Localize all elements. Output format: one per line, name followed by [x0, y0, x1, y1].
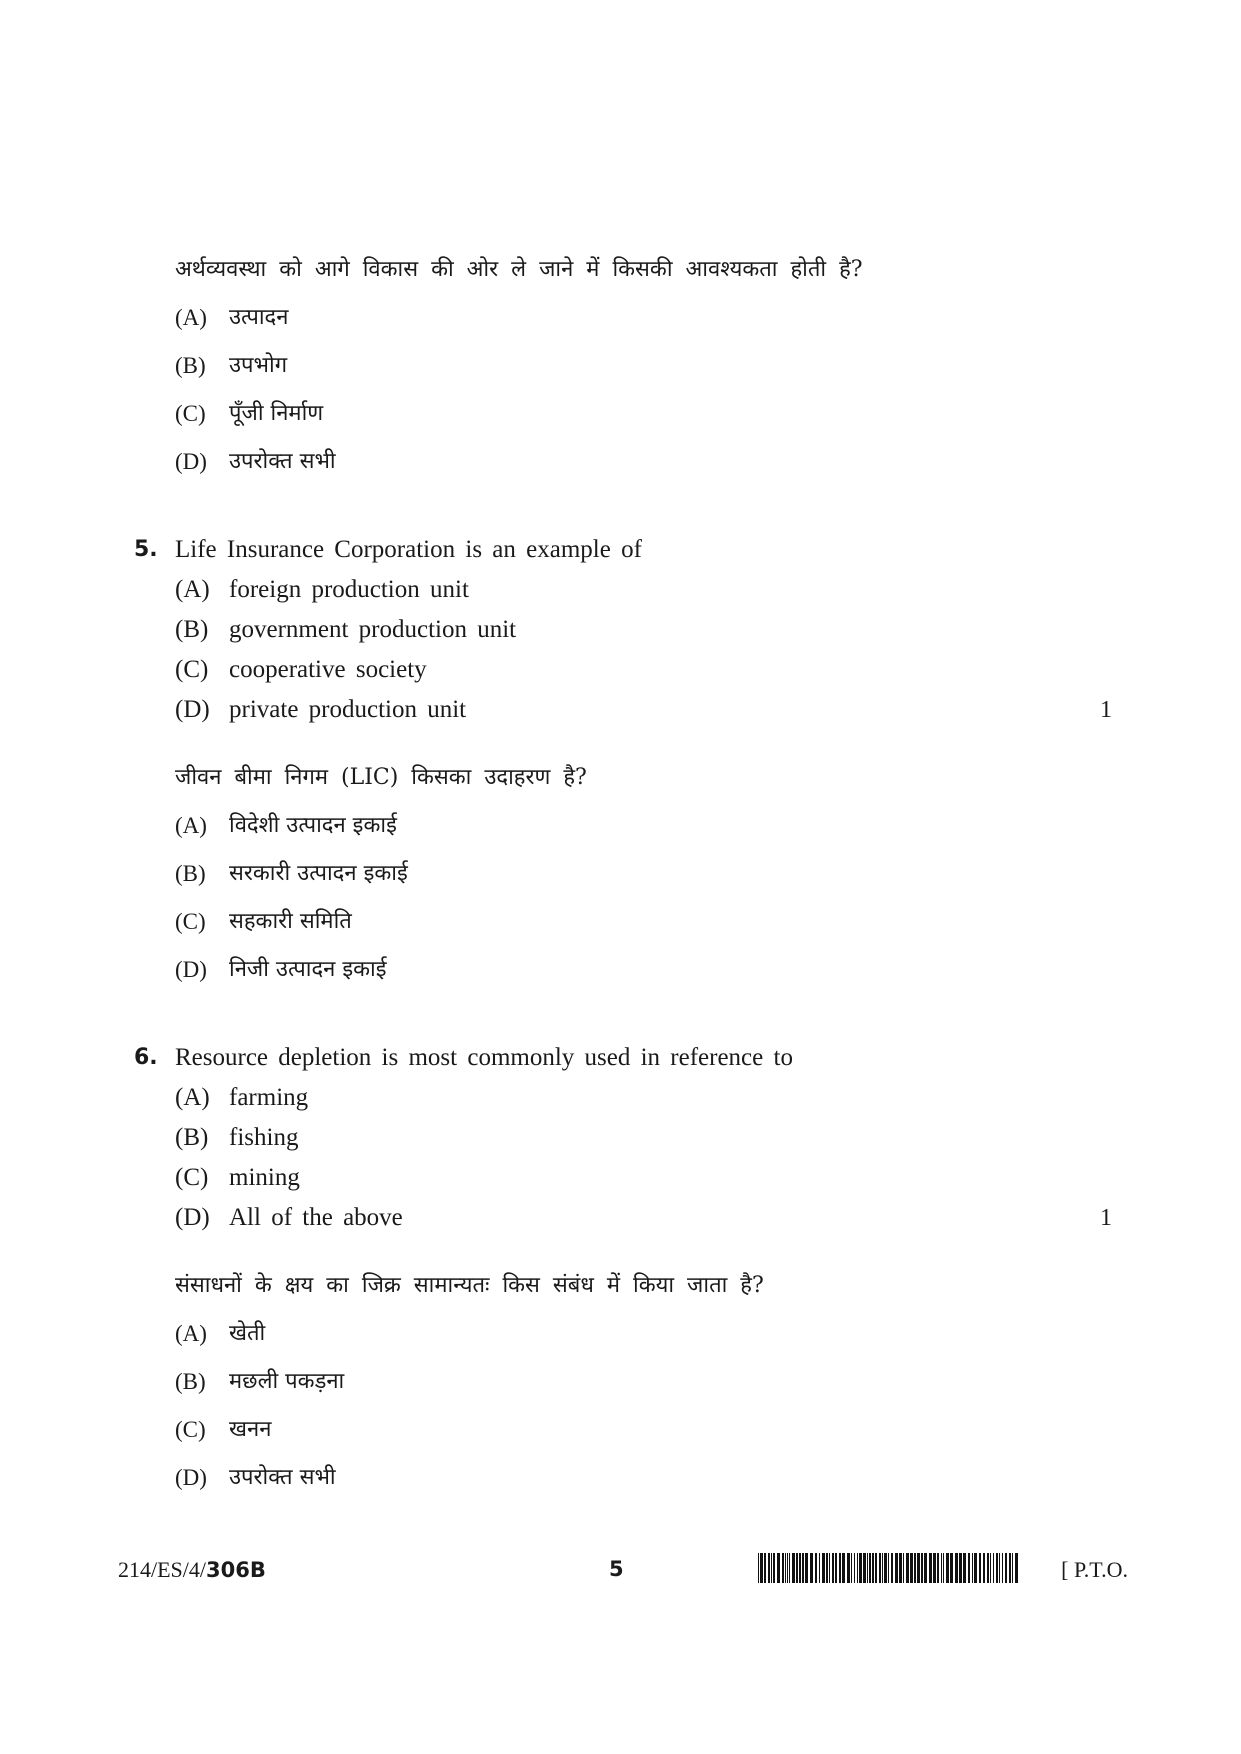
- barcode-bar: [959, 1553, 962, 1583]
- question-6-hindi: [175, 1271, 764, 1511]
- option-c: (C) सहकारी समिति: [175, 909, 352, 934]
- option-a: (A) विदेशी उत्पादन इकाई: [175, 813, 397, 838]
- barcode-bar: [810, 1553, 813, 1583]
- question-text: 5. Life Insurance Corporation is an example of: [134, 536, 642, 563]
- barcode-bar: [777, 1553, 780, 1583]
- barcode-bar: [771, 1553, 772, 1583]
- barcode-bar: [946, 1553, 949, 1583]
- barcode-bar: [950, 1553, 953, 1583]
- marks: 1: [1100, 1205, 1112, 1231]
- barcode-bar: [792, 1553, 795, 1583]
- barcode-bar: [872, 1553, 874, 1583]
- barcode-bar: [983, 1553, 985, 1583]
- option-c: (C) पूँजी निर्माण: [175, 401, 324, 426]
- barcode-bar: [899, 1553, 902, 1583]
- barcode-bar: [987, 1553, 989, 1583]
- option-d: (D) All of the above 1: [175, 1204, 1112, 1231]
- barcode-bar: [924, 1553, 927, 1583]
- barcode-bar: [758, 1553, 759, 1583]
- barcode-bar: [785, 1553, 786, 1583]
- question-number: 6.: [134, 1045, 158, 1070]
- option-c: (C) mining: [175, 1164, 300, 1191]
- question-text: जीवन बीमा निगम (LIC) किसका उदाहरण है?: [175, 765, 587, 790]
- option-a: (A) खेती: [175, 1321, 266, 1346]
- option-d: (D) उपरोक्त सभी: [175, 449, 336, 474]
- barcode-bar: [963, 1553, 966, 1583]
- question-6: [134, 1043, 1124, 1243]
- barcode-bar: [1002, 1553, 1003, 1583]
- barcode-bar: [929, 1553, 932, 1583]
- barcode-bar: [835, 1553, 837, 1583]
- option-c: (C) खनन: [175, 1417, 272, 1442]
- barcode-bar: [869, 1553, 871, 1583]
- option-b: (B) fishing: [175, 1124, 299, 1151]
- barcode-bar: [1005, 1553, 1007, 1583]
- question-5-hindi: [175, 763, 587, 1003]
- marks: 1: [1100, 697, 1112, 723]
- option-b: (B) सरकारी उत्पादन इकाई: [175, 861, 408, 886]
- barcode-bar: [879, 1553, 881, 1583]
- page-footer: [118, 1553, 1128, 1589]
- barcode-bar: [857, 1553, 858, 1583]
- barcode-bar: [906, 1553, 909, 1583]
- barcode-bar: [829, 1553, 830, 1583]
- option-c: (C) cooperative society: [175, 656, 427, 683]
- barcode-bar: [819, 1553, 820, 1583]
- barcode-bar: [974, 1553, 977, 1583]
- barcode-bar: [1015, 1553, 1018, 1583]
- barcode-bar: [921, 1553, 923, 1583]
- barcode-bar: [955, 1553, 958, 1583]
- barcode-bar: [884, 1553, 887, 1583]
- barcode-bar: [805, 1553, 808, 1583]
- paper-code: 214/ES/4/306B: [118, 1557, 266, 1582]
- barcode: [758, 1553, 1020, 1583]
- barcode-bar: [943, 1553, 944, 1583]
- option-d: (D) private production unit 1: [175, 696, 1112, 723]
- barcode-bar: [910, 1553, 913, 1583]
- barcode-bar: [882, 1553, 883, 1583]
- barcode-bar: [847, 1553, 850, 1583]
- barcode-bar: [993, 1553, 994, 1583]
- barcode-bar: [891, 1553, 893, 1583]
- option-d: (D) उपरोक्त सभी: [175, 1465, 336, 1490]
- question-text: 6. Resource depletion is most commonly used in reference to: [134, 1044, 793, 1071]
- barcode-bar: [968, 1553, 970, 1583]
- option-a: (A) foreign production unit: [175, 576, 469, 603]
- barcode-bar: [789, 1553, 790, 1583]
- question-5: [134, 535, 1124, 735]
- option-b: (B) मछली पकड़ना: [175, 1369, 345, 1394]
- barcode-bar: [903, 1553, 904, 1583]
- option-a: (A) farming: [175, 1084, 309, 1111]
- barcode-bar: [914, 1553, 916, 1583]
- barcode-bar: [867, 1553, 868, 1583]
- pto-label: [ P.T.O.: [1061, 1557, 1128, 1582]
- barcode-bar: [826, 1553, 828, 1583]
- barcode-bar: [782, 1553, 784, 1583]
- option-b: (B) government production unit: [175, 616, 517, 643]
- barcode-bar: [979, 1553, 981, 1583]
- barcode-bar: [802, 1553, 804, 1583]
- barcode-bar: [917, 1553, 920, 1583]
- barcode-bar: [854, 1553, 855, 1583]
- option-a: (A) उत्पादन: [175, 305, 289, 330]
- question-text: संसाधनों के क्षय का जिक्र सामान्यतः किस संबंध में किया जाता है?: [175, 1273, 764, 1298]
- barcode-bar: [773, 1553, 775, 1583]
- barcode-bar: [760, 1553, 763, 1583]
- barcode-bar: [839, 1553, 841, 1583]
- barcode-bar: [895, 1553, 898, 1583]
- barcode-bar: [990, 1553, 991, 1583]
- barcode-bar: [1012, 1553, 1013, 1583]
- question-text: अर्थव्यवस्था को आगे विकास की ओर ले जाने में किसकी आवश्यकता होती है?: [175, 257, 863, 282]
- barcode-bar: [996, 1553, 998, 1583]
- barcode-bar: [799, 1553, 801, 1583]
- option-d: (D) निजी उत्पादन इकाई: [175, 957, 387, 982]
- barcode-bar: [851, 1553, 852, 1583]
- barcode-bar: [999, 1553, 1000, 1583]
- barcode-bar: [842, 1553, 845, 1583]
- barcode-bar: [832, 1553, 834, 1583]
- barcode-bar: [933, 1553, 936, 1583]
- option-b: (B) उपभोग: [175, 353, 288, 378]
- barcode-bar: [875, 1553, 877, 1583]
- barcode-bar: [941, 1553, 942, 1583]
- barcode-bar: [888, 1553, 889, 1583]
- barcode-bar: [937, 1553, 939, 1583]
- barcode-bar: [972, 1553, 973, 1583]
- question-number: 5.: [134, 537, 158, 562]
- page-number: 5: [609, 1557, 624, 1581]
- barcode-bar: [796, 1553, 798, 1583]
- barcode-bar: [787, 1553, 788, 1583]
- barcode-bar: [1009, 1553, 1011, 1583]
- barcode-bar: [863, 1553, 866, 1583]
- barcode-bar: [815, 1553, 817, 1583]
- barcode-bar: [822, 1553, 825, 1583]
- barcode-bar: [859, 1553, 862, 1583]
- barcode-bar: [768, 1553, 770, 1583]
- question-4-hindi: [175, 255, 863, 495]
- barcode-bar: [764, 1553, 766, 1583]
